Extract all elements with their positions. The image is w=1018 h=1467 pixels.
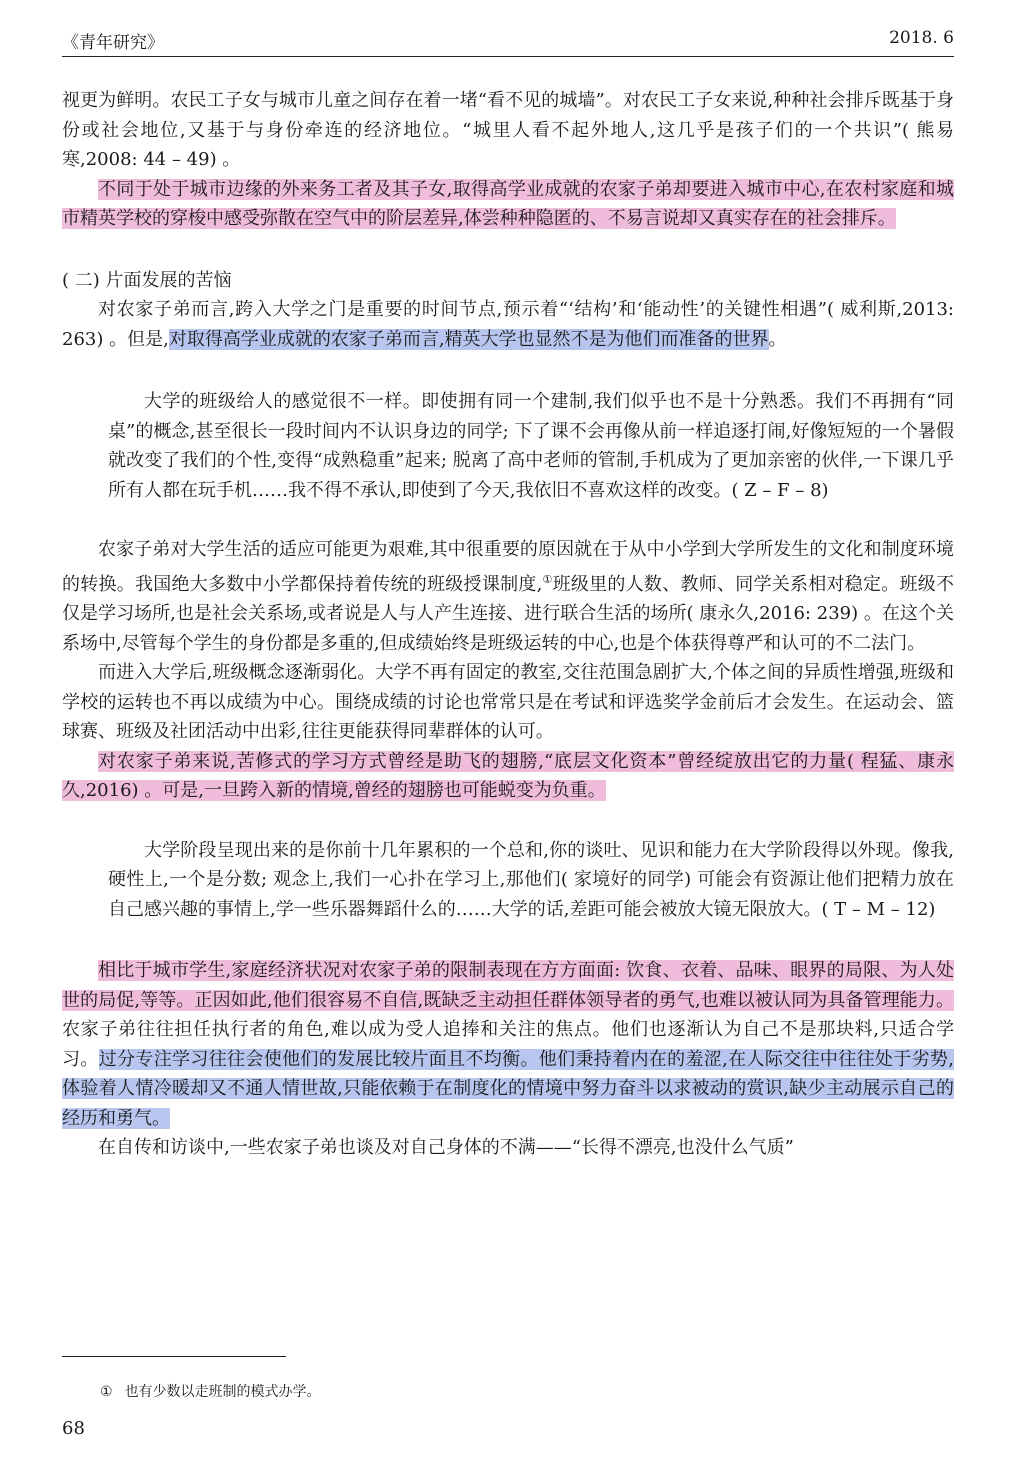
highlight-blue: 过分专注学习往往会使他们的发展比较片面且不均衡。他们秉持着内在的羞涩,在人际交往中往往处于劣势,体验着人情冷暖却又不通人情世故,只能依赖于在制度化的情境中努力奋斗以求被动的赏识,缺少主动展示自己的经历和勇气。 — [62, 1048, 954, 1129]
page-number: 68 — [62, 1418, 85, 1439]
footnote-text: 也有少数以走班制的模式办学。 — [124, 1384, 321, 1400]
paragraph-3: 对农家子弟而言,跨入大学之门是重要的时间节点,预示着“‘结构’和‘能动性’的关键性相遇”( 威利斯,2013: 263) 。但是,对取得高学业成就的农家子弟而言,精英大学也显然不是为他们而准备的世界。 — [62, 299, 954, 350]
footnote — [100, 1381, 321, 1401]
paragraph-4: 农家子弟对大学生活的适应可能更为艰难,其中很重要的原因就在于从中小学到大学所发生的文化和制度环境的转换。我国绝大多数中小学都保持着传统的班级授课制度,①班级里的人数、教师、同学关系相对稳定。班级不仅是学习场所,也是社会关系场,或者说是人与人产生连接、进行联合生活的场所( 康永久,2016: 239) 。在这个关系场中,尽管每个学生的身份都是多重的,但成绩始终是班级运转的中心,也是个体获得尊严和认可的不二法门。 — [62, 539, 954, 654]
issue-number: 2018. 6 — [889, 28, 954, 48]
paragraph-7: 相比于城市学生,家庭经济状况对农家子弟的限制表现在方方面面: 饮食、衣着、品味、眼界的局限、为人处世的局促,等等。正因如此,他们很容易不自信,既缺乏主动担任群体领导者的勇气,也难以被认同为具备管理能力。农家子弟往往担任执行者的角色,难以成为受人追捧和关注的焦点。他们也逐渐认为自己不是那块料,只适合学习。过分专注学习往往会使他们的发展比较片面且不均衡。他们秉持着内在的羞涩,在人际交往中往往处于劣势,体验着人情冷暖却又不通人情世故,只能依赖于在制度化的情境中努力奋斗以求被动的赏识,缺少主动展示自己的经历和勇气。 — [62, 960, 954, 1129]
footnote-divider — [62, 1356, 286, 1357]
highlight-pink: 相比于城市学生,家庭经济状况对农家子弟的限制表现在方方面面: 饮食、衣着、品味、眼界的局限、为人处世的局促,等等。正因如此,他们很容易不自信,既缺乏主动担任群体领导者的勇气,也难以被认同为具备管理能力。 — [62, 960, 954, 1011]
interview-quote-1: 大学的班级给人的感觉很不一样。即使拥有同一个建制,我们似乎也不是十分熟悉。我们不再拥有“同桌”的概念,甚至很长一段时间内不认识身边的同学; 下了课不会再像从前一样追逐打闹,好像短短的一个暑假就改变了我们的个性,变得“成熟稳重”起来; 脱离了高中老师的管制,手机成为了更加亲密的伙伴,一下课几乎所有人都在玩手机……我不得不承认,即使到了今天,我依旧不喜欢这样的改变。( Z – F – 8) — [108, 391, 954, 501]
highlight-pink: 对农家子弟来说,苦修式的学习方式曾经是助飞的翅膀,“底层文化资本”曾经绽放出它的力量( 程猛、康永久,2016) 。可是,一旦跨入新的情境,曾经的翅膀也可能蜕变为负重。 — [62, 750, 954, 801]
paragraph-8: 在自传和访谈中,一些农家子弟也谈及对自己身体的不满——“长得不漂亮,也没什么气质” — [98, 1137, 794, 1158]
highlight-blue: 对取得高学业成就的农家子弟而言,精英大学也显然不是为他们而准备的世界 — [168, 328, 769, 350]
section-heading: ( 二) 片面发展的苦恼 — [62, 269, 232, 291]
footnote-mark: ① — [100, 1384, 113, 1400]
footnote-ref: ① — [542, 572, 553, 586]
paragraph-5: 而进入大学后,班级概念逐渐弱化。大学不再有固定的教室,交往范围急剧扩大,个体之间的异质性增强,班级和学校的运转也不再以成绩为中心。围绕成绩的讨论也常常只是在考试和评选奖学金前后才会发生。在运动会、篮球赛、班级及社团活动中出彩,往往更能获得同辈群体的认可。 — [62, 662, 954, 742]
paragraph-1: 视更为鲜明。农民工子女与城市儿童之间存在着一堵“看不见的城墙”。对农民工子女来说,种种社会排斥既基于身份或社会地位,又基于与身份牵连的经济地位。“城里人看不起外地人,这几乎是孩子们的一个共识”( 熊易寒,2008: 44 – 49) 。 — [62, 90, 954, 170]
running-header — [62, 26, 954, 57]
article-body — [62, 86, 954, 1163]
interview-quote-2: 大学阶段呈现出来的是你前十几年累积的一个总和,你的谈吐、见识和能力在大学阶段得以外现。像我,硬性上,一个是分数; 观念上,我们一心扑在学习上,那他们( 家境好的同学) 可能会有资源让他们把精力放在自己感兴趣的事情上,学一些乐器舞蹈什么的……大学的话,差距可能会被放大镜无限放大。( T – M – 12) — [108, 839, 954, 920]
journal-title: 《青年研究》 — [62, 33, 164, 53]
paragraph-6 — [62, 747, 954, 806]
paragraph-2 — [62, 175, 954, 234]
highlight-pink: 不同于处于城市边缘的外来务工者及其子女,取得高学业成就的农家子弟却要进入城市中心,在农村家庭和城市精英学校的穿梭中感受弥散在空气中的阶层差异,体尝种种隐匿的、不易言说却又真实存在的社会排斥。 — [62, 178, 954, 229]
